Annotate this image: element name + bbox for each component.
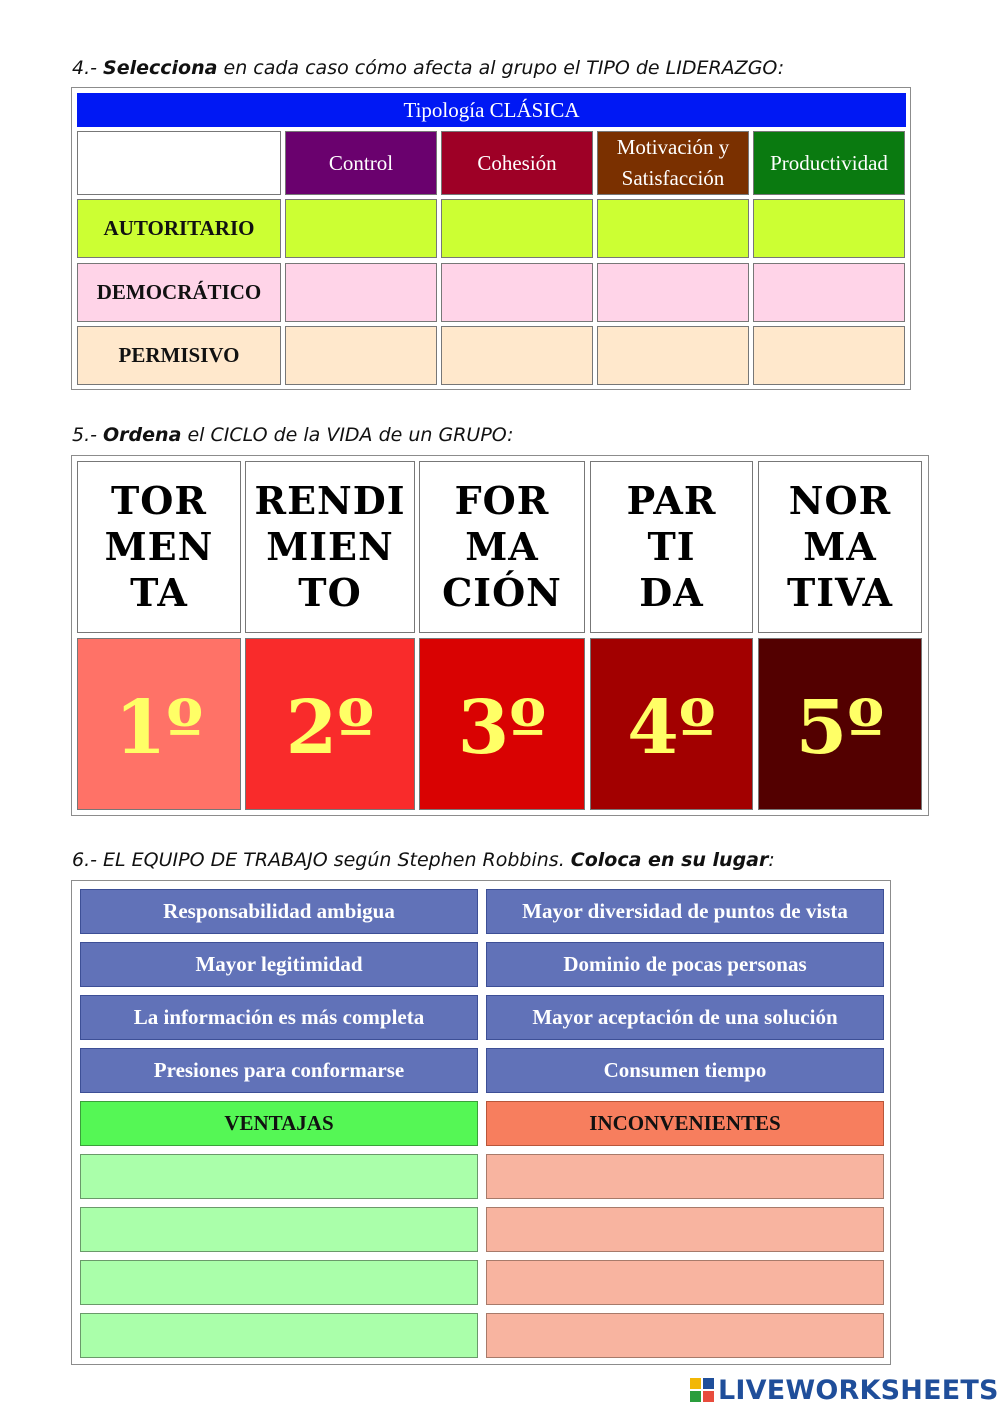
stage-card-line: TA (130, 570, 188, 615)
order-slot-3[interactable]: 3º (419, 638, 585, 810)
row-label-2: DEMOCRÁTICO (77, 263, 281, 322)
disadvantage-drop-slot[interactable] (486, 1260, 884, 1305)
stage-card[interactable] (758, 461, 922, 633)
column-header-4: Productividad (753, 131, 905, 195)
column-header-2: Cohesión (441, 131, 593, 195)
team-item[interactable]: Consumen tiempo (486, 1048, 884, 1093)
stage-card-line: CIÓN (442, 570, 562, 615)
column-header-1: Control (285, 131, 437, 195)
table-banner: Tipología CLÁSICA (77, 93, 906, 127)
order-slot-1[interactable]: 1º (77, 638, 241, 810)
row-label-1: AUTORITARIO (77, 199, 281, 258)
logo-square-1 (690, 1378, 701, 1389)
team-item[interactable]: Presiones para conformarse (80, 1048, 478, 1093)
exercise-4-number: 4.- (72, 57, 97, 79)
column-header-3: Motivación y Satisfacción (597, 131, 749, 195)
exercise-5-verb: Ordena (103, 424, 182, 446)
stage-card[interactable] (590, 461, 753, 633)
stage-card-line: MIEN (266, 524, 394, 569)
team-item[interactable]: Dominio de pocas personas (486, 942, 884, 987)
stage-card-line: MA (465, 524, 539, 569)
answer-cell[interactable] (441, 263, 593, 322)
exercise-6-heading (72, 849, 775, 871)
answer-cell[interactable] (597, 199, 749, 258)
advantage-drop-slot[interactable] (80, 1207, 478, 1252)
order-slot-5[interactable]: 5º (758, 638, 922, 810)
team-item[interactable]: Responsabilidad ambigua (80, 889, 478, 934)
stage-card-line: NOR (788, 478, 892, 523)
stage-card-line: TOR (111, 478, 207, 523)
answer-cell[interactable] (597, 326, 749, 385)
logo-square-2 (703, 1378, 714, 1389)
answer-cell[interactable] (597, 263, 749, 322)
disadvantage-drop-slot[interactable] (486, 1154, 884, 1199)
exercise-4-verb: Selecciona (103, 57, 218, 79)
liveworksheets-logo (690, 1372, 999, 1408)
exercise-6-number: 6.- (72, 849, 97, 871)
stage-card[interactable] (245, 461, 415, 633)
stage-card-line: PAR (626, 478, 717, 523)
logo-square-3 (690, 1391, 701, 1402)
exercise-4-instruction: en cada caso cómo afecta al grupo el TIPO de LIDERAZGO: (223, 57, 785, 79)
team-item[interactable]: Mayor aceptación de una solución (486, 995, 884, 1040)
stage-card-line: RENDI (254, 478, 406, 523)
advantage-drop-slot[interactable] (80, 1154, 478, 1199)
logo-square-4 (703, 1391, 714, 1402)
order-slot-2[interactable]: 2º (245, 638, 415, 810)
team-item[interactable]: Mayor legitimidad (80, 942, 478, 987)
stage-card-line: TI (647, 524, 696, 569)
advantage-drop-slot[interactable] (80, 1313, 478, 1358)
exercise-6-colon: : (768, 849, 775, 871)
exercise-6-verb: Coloca en su lugar (570, 849, 769, 871)
exercise-4-heading (72, 57, 784, 79)
answer-cell[interactable] (285, 199, 437, 258)
exercise-5-heading (72, 424, 514, 446)
answer-cell[interactable] (753, 263, 905, 322)
answer-cell[interactable] (441, 326, 593, 385)
stage-card-line: FOR (454, 478, 550, 523)
team-item[interactable]: Mayor diversidad de puntos de vista (486, 889, 884, 934)
answer-cell[interactable] (285, 263, 437, 322)
exercise-5-number: 5.- (72, 424, 97, 446)
order-slot-4[interactable]: 4º (590, 638, 753, 810)
stage-card-line: TO (298, 570, 362, 615)
answer-cell[interactable] (441, 199, 593, 258)
answer-cell[interactable] (753, 326, 905, 385)
leadership-table (71, 87, 911, 390)
stage-card-line: MA (803, 524, 877, 569)
stage-card-line: DA (639, 570, 704, 615)
disadvantage-drop-slot[interactable] (486, 1207, 884, 1252)
exercise-5-instruction: el CICLO de la VIDA de un GRUPO (187, 424, 508, 446)
group-cycle-board (71, 455, 929, 816)
disadvantages-header: INCONVENIENTES (486, 1101, 884, 1146)
exercise-6-instruction: EL EQUIPO DE TRABAJO según Stephen Robbins. (103, 849, 565, 871)
logo-text: LIVEWORKSHEETS (718, 1374, 999, 1406)
stage-card[interactable] (77, 461, 241, 633)
stage-card[interactable] (419, 461, 585, 633)
row-label-3: PERMISIVO (77, 326, 281, 385)
team-work-board (71, 880, 891, 1365)
advantages-header: VENTAJAS (80, 1101, 478, 1146)
stage-card-line: TIVA (786, 570, 894, 615)
disadvantage-drop-slot[interactable] (486, 1313, 884, 1358)
team-item[interactable]: La información es más completa (80, 995, 478, 1040)
answer-cell[interactable] (753, 199, 905, 258)
advantage-drop-slot[interactable] (80, 1260, 478, 1305)
corner-cell (77, 131, 281, 195)
liveworksheets-logo-icon (690, 1378, 714, 1402)
stage-card-line: MEN (104, 524, 214, 569)
exercise-5-colon: : (507, 424, 514, 446)
answer-cell[interactable] (285, 326, 437, 385)
